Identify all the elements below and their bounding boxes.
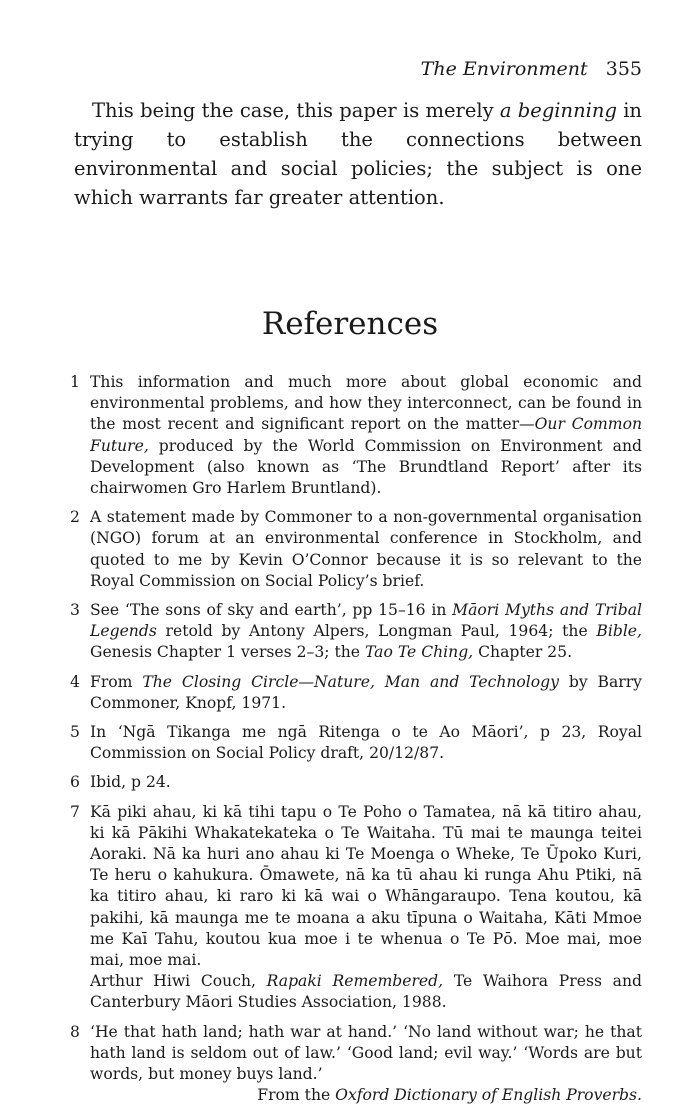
reference-item xyxy=(70,772,642,793)
reference-text xyxy=(90,1022,642,1086)
reference-text-part: Chapter 25. xyxy=(473,643,573,662)
reference-text-part: Kā piki ahau, ki kā tihi tapu o Te Poho o Tamatea, nā kā titiro ahau, ki kā Pākihi Whakatekateka o Te Waitaha. Tū mai te maunga teitei Aoraki. Nā ka huri ano ahau ki Te Moenga o Wheke, Te Ūpoko Kuri, Te heru o kahukura. Ōmawete, nā ka tū ahau ki runga Ahu Ptiki, nā ka titiro ahau, ki raro ki kā wai o Whāngaraupo. Tena koutou, kā pakihi, kā maunga me te moana a aku tīpuna o Waitaha, Kāti Mmoe me Kaī Tahu, koutou kua moe i te whenua o Te Pō. Moe mai, moe mai, moe mai. xyxy=(90,802,642,970)
reference-number: 8 xyxy=(70,1022,80,1041)
attribution-title: Rapaki Remembered, xyxy=(266,972,444,991)
reference-text-part: This information and much more about global economic and environmental problems, and how they interconnect, can be found in the most recent and significant report on the matter— xyxy=(90,373,642,434)
reference-title: Tao Te Ching, xyxy=(364,643,474,662)
reference-text xyxy=(90,507,642,592)
reference-text-part: by Barry Commoner, Knopf, 1971. xyxy=(90,672,642,712)
reference-attribution xyxy=(90,1085,642,1106)
reference-title: Māori Myths and Tribal Legends xyxy=(90,601,643,641)
reference-text xyxy=(90,372,642,499)
reference-title: Our Common Future, xyxy=(90,415,642,455)
reference-text-part: See ‘The sons of sky and earth’, pp 15–16 in xyxy=(90,601,453,620)
reference-text xyxy=(90,722,642,764)
reference-number: 3 xyxy=(70,601,80,620)
reference-number: 6 xyxy=(70,773,80,792)
reference-title: The Closing Circle—Nature, Man and Technology xyxy=(142,672,559,691)
reference-number: 2 xyxy=(70,508,80,527)
attribution-text: From the xyxy=(257,1086,336,1105)
reference-text xyxy=(90,672,642,714)
attribution-text: Te Waihora Press and Canterbury Māori Studies Association, 1988. xyxy=(90,972,643,1012)
reference-text-part: From xyxy=(90,672,143,691)
reference-text-part: In ‘Ngā Tikanga me ngā Ritenga o te Ao Māori’, p 23, Royal Commission on Social Policy draft, 20/12/87. xyxy=(90,723,642,763)
intro-text-end: in trying to establish the connections between environmental and social policies; the subject is one which warrants far greater attention. xyxy=(74,99,642,209)
reference-number: 4 xyxy=(70,672,80,691)
reference-item xyxy=(70,600,642,664)
running-header-title: The Environment xyxy=(420,58,588,80)
running-header xyxy=(421,58,642,80)
reference-number: 5 xyxy=(70,723,80,742)
reference-item xyxy=(70,672,642,714)
intro-paragraph xyxy=(74,96,642,212)
reference-number: 1 xyxy=(70,373,80,391)
reference-item xyxy=(70,802,642,1014)
attribution-title: Oxford Dictionary of English Proverbs. xyxy=(335,1086,642,1105)
reference-number: 7 xyxy=(70,802,80,821)
reference-attribution xyxy=(90,971,642,1013)
reference-item xyxy=(70,722,642,764)
reference-text-part: Ibid, p 24. xyxy=(90,773,171,792)
reference-text xyxy=(90,772,642,793)
reference-text-part: ‘He that hath land; hath war at hand.’ ‘No land without war; he that hath land is seldom out of law.’ ‘Good land; evil way.’ ‘Words are but words, but money buys land.’ xyxy=(90,1022,642,1084)
references-list xyxy=(70,372,642,1115)
reference-text-part: Genesis Chapter 1 verses 2–3; the xyxy=(90,643,365,662)
intro-emphasis: a beginning xyxy=(499,99,617,122)
reference-text-part: retold by Antony Alpers, Longman Paul, 1964; the xyxy=(156,622,597,641)
reference-text-part: produced by the World Commission on Environment and Development (also known as ‘The Brundtland Report’ after its chairwomen Gro Harlem Bruntland). xyxy=(90,436,642,498)
references-heading: References xyxy=(261,306,439,342)
reference-item xyxy=(70,507,642,592)
reference-text xyxy=(90,600,642,664)
reference-item xyxy=(70,372,642,499)
reference-item xyxy=(70,1022,642,1107)
attribution-text: Arthur Hiwi Couch, xyxy=(90,972,267,991)
reference-text xyxy=(90,802,642,972)
reference-text-part: A statement made by Commoner to a non-governmental organisation (NGO) forum at an environmental conference in Stockholm, and quoted to me by Kevin O’Connor because it is so relevant to the Royal Commission on Social Policy’s brief. xyxy=(90,508,642,590)
intro-text-start: This being the case, this paper is merely xyxy=(92,99,500,122)
page-number: 355 xyxy=(605,58,642,80)
reference-title: Bible, xyxy=(596,622,642,641)
